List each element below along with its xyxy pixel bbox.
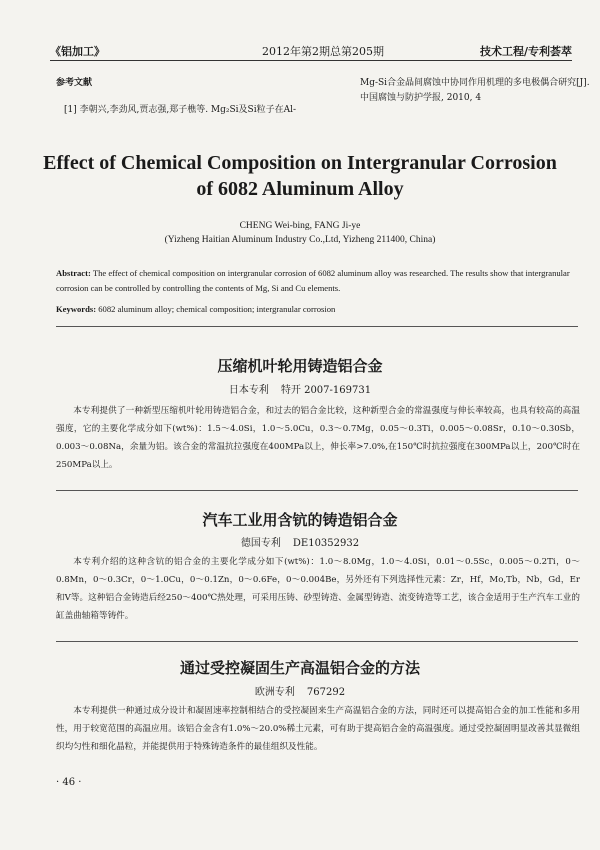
patent-body: 本专利提供了一种新型压缩机叶轮用铸造铝合金，和过去的铝合金比较，这种新型合金的常温强度与伸长率较高，也具有较高的高温强度，它的主要化学成分如下(wt%)：1.5～4.0Si，1.0～5.0Cu，0.3～0.7Mg，0.05～0.3Ti，0.005～0.08Sr，0.10～0.30Sb，0.003～0.08Na，余量为铝。该合金的常温抗拉强度在400MPa以上，伸长率>7.0%,在150℃时抗拉强度在300MPa以上，200℃时在250MPa以上。 <box>56 406 580 470</box>
article-title: Effect of Chemical Composition on Intergranular Corrosion of 6082 Aluminum Alloy <box>43 152 557 200</box>
patent-country: 欧洲专利 <box>254 687 295 698</box>
running-header <box>50 40 572 61</box>
article-abstract <box>56 266 578 296</box>
patent-country: 德国专利 <box>240 538 281 549</box>
article-keywords <box>56 304 335 314</box>
abstract-label: Abstract: <box>56 268 91 278</box>
article-authors: CHENG Wei-bing, FANG Ji-ye <box>239 221 361 231</box>
patent-title: 汽车工业用含钪的铸造铝合金 <box>202 511 398 529</box>
patent-source <box>40 534 560 549</box>
reference-item-right: Mg-Si合金晶间腐蚀中协同作用机理的多电极偶合研究[J]. 中国腐蚀与防护学报, 2010, 4 <box>360 78 590 103</box>
patent-number: 特开 2007-169731 <box>280 385 372 396</box>
page-number: · 46 · <box>56 777 82 788</box>
patent-country: 日本专利 <box>228 385 269 396</box>
issue-info: 2012年第2期总第205期 <box>262 45 384 58</box>
article-authors-block <box>40 219 560 247</box>
patent-title: 通过受控凝固生产高温铝合金的方法 <box>179 659 420 677</box>
patent-body: 本专利介绍的这种含钪的铝合金的主要化学成分如下(wt%)：1.0～8.0Mg，1.0～4.0Si，0.01～0.5Sc，0.005～0.2Ti，0～0.8Mn，0～0.3Cr，0～1.0Cu，0～0.1Zn，0～0.6Fe，0～0.004Be，另外还有下列选择性元素：Zr，Hf，Mo,Tb，Nb，Gd，Er和V等。这种铝合金铸造后经250～400℃热处理，可采用压铸、砂型铸造、金属型铸造、流变铸造等工艺，该合金适用于生产汽车工业的缸盖曲轴箱等铸件。 <box>56 557 580 621</box>
keywords-text: 6082 aluminum alloy; chemical composition; intergranular corrosion <box>96 304 336 314</box>
section-divider <box>56 641 578 642</box>
article-affiliation: (Yizheng Haitian Aluminum Industry Co.,Ltd, Yizheng 211400, China) <box>164 235 436 245</box>
reference-item-left: [1] 李朝兴,李劲风,贾志强,郑子樵等. Mg₂Si及Si粒子在Al- <box>64 105 297 115</box>
patent-number: 767292 <box>306 687 346 698</box>
section-divider <box>56 490 578 491</box>
section-divider <box>56 326 578 327</box>
section-name: 技术工程/专利荟萃 <box>479 45 572 58</box>
patent-source <box>40 381 560 396</box>
journal-name: 《铝加工》 <box>50 45 105 58</box>
patent-body: 本专利提供一种通过成分设计和凝固速率控制相结合的受控凝固来生产高温铝合金的方法，同时还可以提高铝合金的加工性能和多用性，用于较宽范围的高温应用。该铝合金含有1.0%～20.0%稀土元素，可有助于提高铝合金的高温强度。通过受控凝固明显改善其显微组织均匀性和细化晶粒，并能提供用于特殊铸造条件的最佳组织及性能。 <box>56 706 580 752</box>
patent-number: DE10352932 <box>292 538 360 549</box>
patent-title: 压缩机叶轮用铸造铝合金 <box>217 357 383 375</box>
references-title: 参考文献 <box>56 78 93 88</box>
patent-source <box>40 683 560 698</box>
abstract-text: The effect of chemical composition on intergranular corrosion of 6082 aluminum alloy was researched. The results show that intergranular corrosion can be controlled by controlling the contents of Mg, Si and Cu elements. <box>56 268 570 293</box>
keywords-label: Keywords: <box>56 304 97 314</box>
